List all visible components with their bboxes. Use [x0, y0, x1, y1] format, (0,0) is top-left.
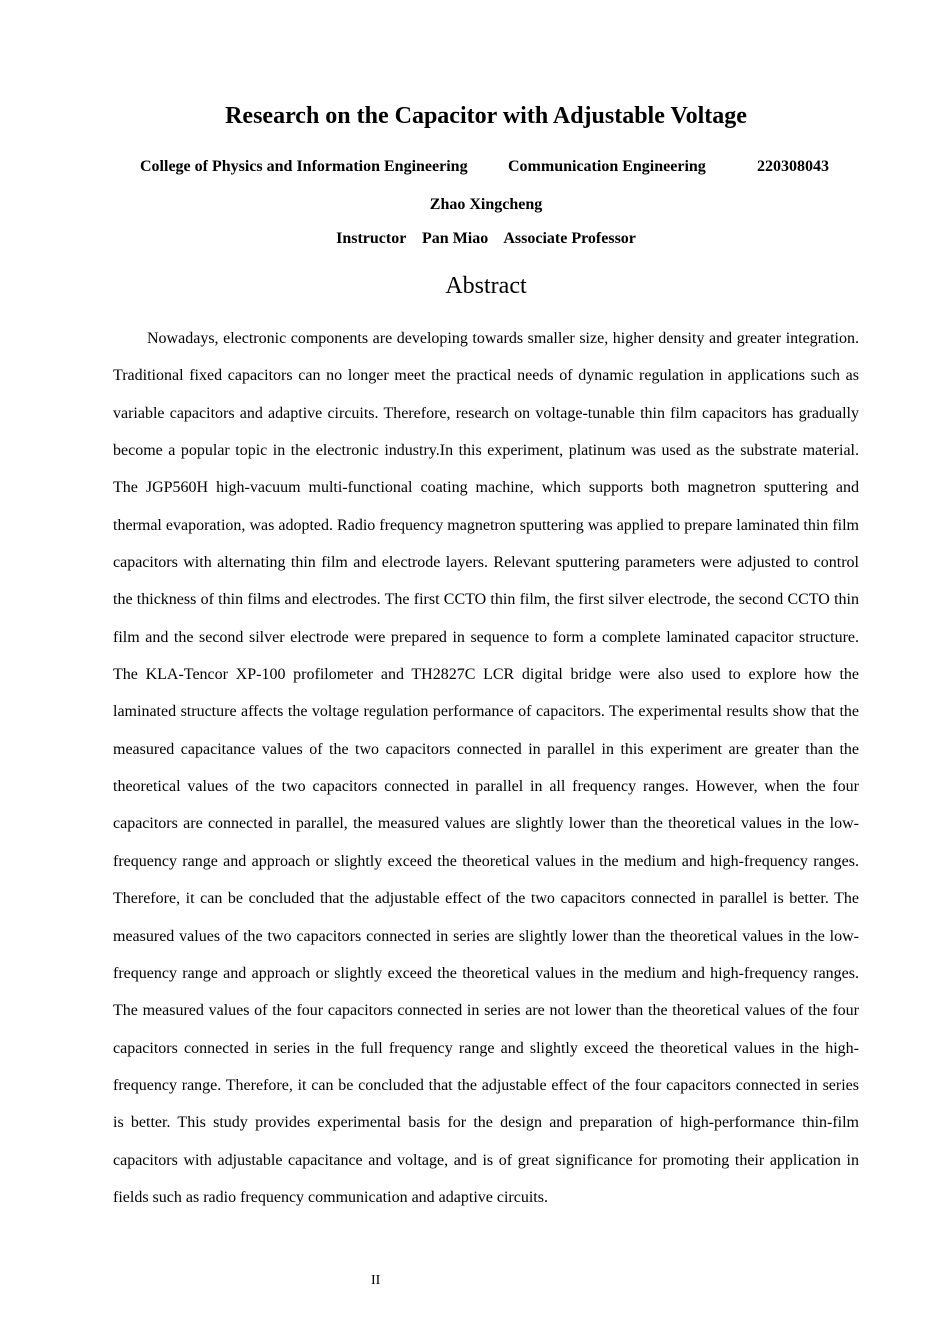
instructor-line: Instructor Pan Miao Associate Professor — [336, 230, 636, 247]
page-number: II — [371, 1273, 381, 1288]
affiliation-line — [0, 156, 950, 178]
author-name: Zhao Xingcheng — [429, 196, 543, 213]
major-name: Communication Engineering — [508, 158, 706, 175]
paper-title: Research on the Capacitor with Adjustable Voltage — [225, 103, 747, 129]
abstract-heading: Abstract — [445, 273, 527, 299]
abstract-body: Nowadays, electronic components are developing towards smaller size, higher density and greater integration. Traditional fixed capacitors can no longer meet the practical needs of dynamic regulation in applications such as variable capacitors and adaptive circuits. Therefore, research on voltage-tunable thin film capacitors has gradually become a popular topic in the electronic industry.In this experiment, platinum was used as the substrate material. The JGP560H high-vacuum multi-functional coating machine, which supports both magnetron sputtering and thermal evaporation, was adopted. Radio frequency magnetron sputtering was applied to prepare laminated thin film capacitors with alternating thin film and electrode layers. Relevant sputtering parameters were adjusted to control the thickness of thin films and electrodes. The first CCTO thin film, the first silver electrode, the second CCTO thin film and the second silver electrode were prepared in sequence to form a complete laminated capacitor structure. The KLA-Tencor XP-100 profilometer and TH2827C LCR digital bridge were also used to explore how the laminated structure affects the voltage regulation performance of capacitors. The experimental results show that the measured capacitance values of the two capacitors connected in parallel in this experiment are greater than the theoretical values of the two capacitors connected in parallel in all frequency ranges. However, when the four capacitors are connected in parallel, the measured values are slightly lower than the theoretical values in the low-frequency range and approach or slightly exceed the theoretical values in the medium and high-frequency ranges. Therefore, it can be concluded that the adjustable effect of the two capacitors connected in parallel is better. The measured values of the two capacitors connected in series are slightly lower than the theoretical values in the low-frequency range and approach or slightly exceed the theoretical values in the medium and high-frequency ranges. The measured values of the four capacitors connected in series are not lower than the theoretical values of the four capacitors connected in series in the full frequency range and slightly exceed the theoretical values in the high-frequency range. Therefore, it can be concluded that the adjustable effect of the four capacitors connected in series is better. This study provides experimental basis for the design and preparation of high-performance thin-film capacitors with adjustable capacitance and voltage, and is of great significance for promoting their application in fields such as radio frequency communication and adaptive circuits. — [113, 330, 859, 1206]
college-name: College of Physics and Information Engineering — [140, 158, 468, 175]
student-id: 220308043 — [757, 158, 829, 175]
